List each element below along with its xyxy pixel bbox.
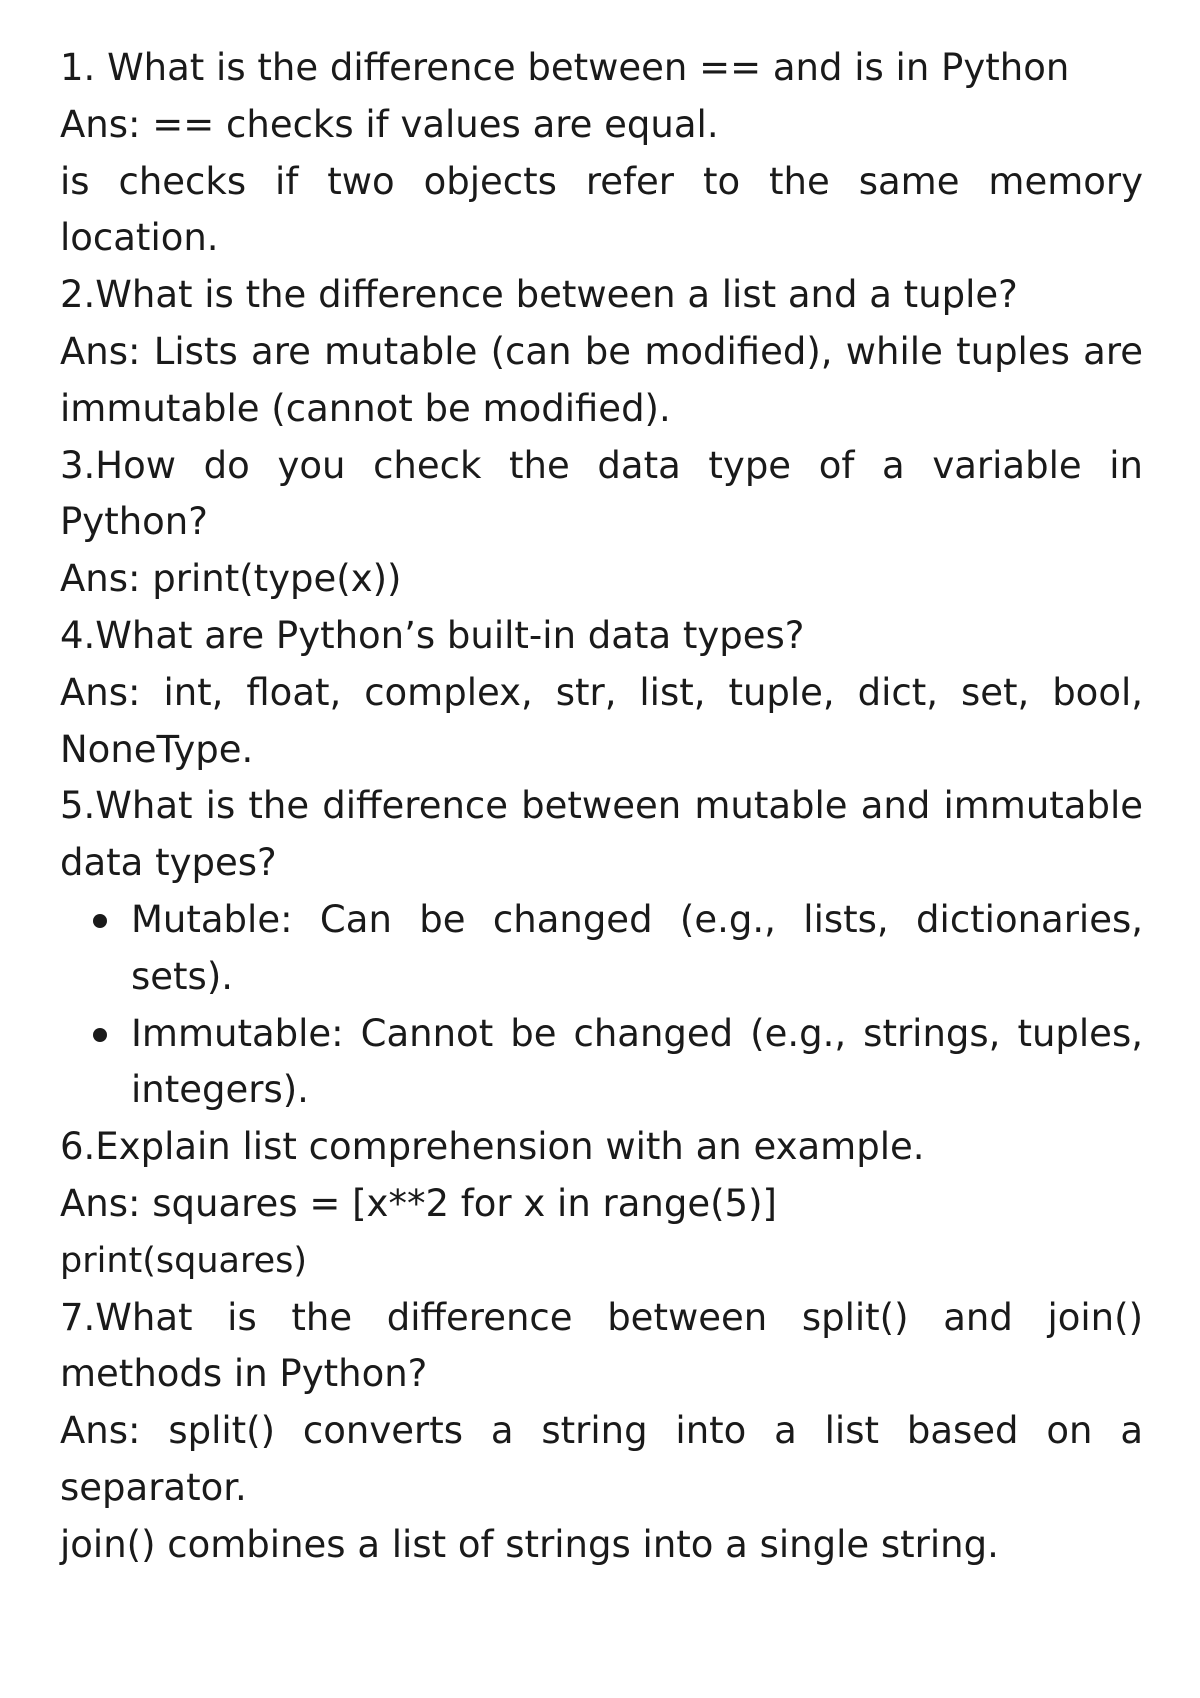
question-6: 6.Explain list comprehension with an example. [60, 1125, 925, 1169]
answer-3: Ans: print(type(x)) [60, 557, 402, 601]
bullet-dot-icon [93, 1028, 107, 1042]
bullet-text: Immutable: Cannot be changed (e.g., strings, tuples, integers). [131, 1011, 1143, 1112]
answer-6-line-2: print(squares) [60, 1240, 308, 1281]
answer-2: Ans: Lists are mutable (can be modified), while tuples are immutable (cannot be modified). [60, 329, 1143, 430]
answer-4: Ans: int, float, complex, str, list, tuple, dict, set, bool, NoneType. [60, 670, 1143, 771]
answer-5-bullet-1 [60, 892, 1143, 1006]
question-2: 2.What is the difference between a list and a tuple? [60, 273, 1018, 317]
bullet-dot-icon [93, 914, 107, 928]
answer-5-bullet-2 [60, 1006, 1143, 1120]
answer-7-line-1: Ans: split() converts a string into a list based on a separator. [60, 1409, 1143, 1509]
bullet-text: Mutable: Can be changed (e.g., lists, dictionaries, sets). [131, 897, 1143, 998]
answer-1-line-1: Ans: == checks if values are equal. [60, 102, 719, 146]
question-5: 5.What is the difference between mutable and immutable data types? [60, 784, 1143, 885]
question-7: 7.What is the difference between split() and join() methods in Python? [60, 1295, 1143, 1396]
question-4: 4.What are Python’s built-in data types? [60, 613, 805, 657]
answer-5-bullet-list [60, 892, 1143, 1119]
answer-7-line-2: join() combines a list of strings into a single string. [60, 1522, 999, 1566]
document-page [60, 40, 1143, 1574]
answer-1-line-2: is checks if two objects refer to the same memory location. [60, 159, 1143, 260]
question-1: 1. What is the difference between == and is in Python [60, 46, 1070, 89]
answer-6-line-1: Ans: squares = [x**2 for x in range(5)] [60, 1181, 777, 1225]
question-3: 3.How do you check the data type of a variable in Python? [60, 443, 1143, 544]
